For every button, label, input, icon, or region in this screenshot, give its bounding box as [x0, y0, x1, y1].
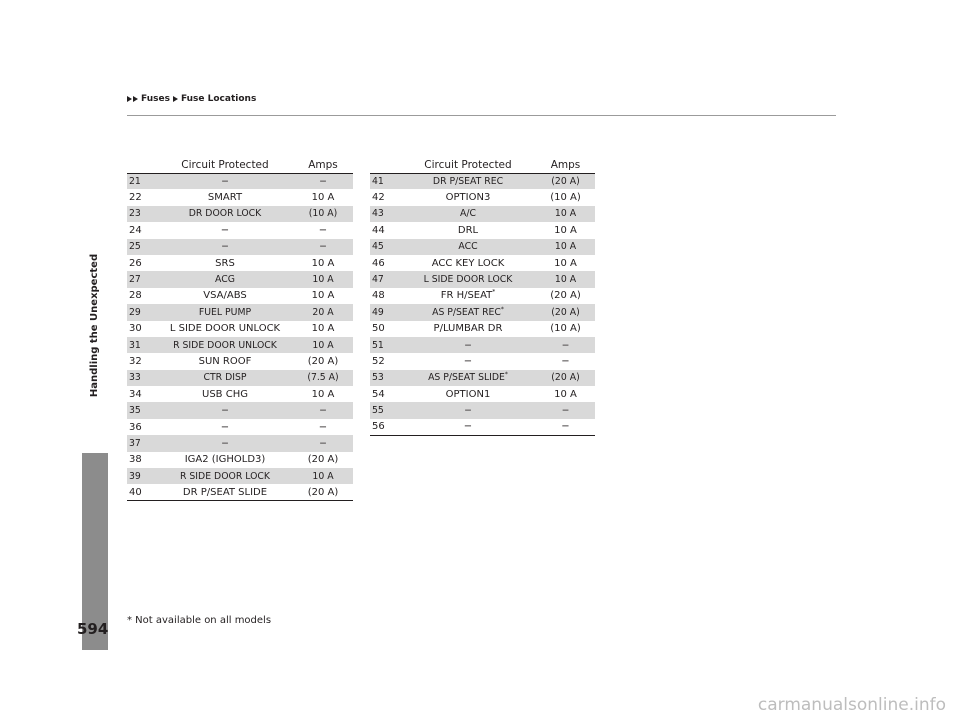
- num-header: [370, 157, 400, 173]
- circuit-cell: [157, 321, 293, 337]
- circuit-cell: [400, 189, 536, 205]
- circuit-cell: [157, 173, 293, 189]
- circuit-cell: [157, 222, 293, 238]
- circuit-name: OPTION1: [445, 388, 491, 400]
- amps-cell: (20 A): [550, 290, 581, 302]
- circuit-cell: [400, 222, 536, 238]
- fuse-number: 39: [127, 468, 157, 484]
- amps-cell: 10 A: [293, 337, 353, 353]
- table-row: [370, 271, 595, 287]
- footnote-mark: *: [500, 305, 504, 313]
- table-row: [127, 189, 353, 205]
- circuit-cell: [400, 402, 536, 418]
- fuse-number: 54: [372, 388, 385, 400]
- fuse-number: 34: [129, 388, 142, 400]
- breadcrumb-item-fuse-locations[interactable]: Fuse Locations: [180, 94, 257, 104]
- circuit-name: DR P/SEAT REC: [432, 175, 504, 187]
- amps-cell: −: [536, 419, 595, 435]
- circuit-cell: [157, 386, 293, 402]
- footnote-mark: *: [504, 371, 508, 379]
- table-row: [127, 484, 353, 500]
- circuit-name: DR P/SEAT SLIDE: [182, 486, 268, 498]
- breadcrumb-item-fuses[interactable]: Fuses: [141, 94, 170, 104]
- fuse-number: 45: [370, 239, 400, 255]
- circuit-cell: [157, 271, 293, 287]
- amps-cell: −: [318, 224, 328, 236]
- table-header-row: [370, 157, 595, 173]
- amps-header: Amps: [536, 157, 595, 173]
- fuse-number: 22: [129, 192, 142, 204]
- table-header-row: [127, 157, 353, 173]
- circuit-cell: [400, 255, 536, 271]
- circuit-name: −: [221, 241, 229, 253]
- table-row: [370, 386, 595, 402]
- table-row: [370, 173, 595, 189]
- fuse-number: 32: [129, 355, 142, 367]
- fuse-number: 24: [129, 224, 142, 236]
- circuit-name: CTR DISP: [203, 372, 247, 384]
- circuit-cell: [400, 271, 536, 287]
- table-row: [370, 255, 595, 271]
- amps-cell: (10 A): [550, 323, 581, 335]
- circuit-name: ACC: [458, 241, 478, 253]
- side-section-label: Handling the Unexpected: [89, 253, 101, 397]
- circuit-name: FUEL PUMP: [198, 306, 252, 318]
- fuse-number: 33: [127, 370, 157, 386]
- circuit-name: −: [463, 421, 473, 433]
- fuse-number: 50: [372, 323, 385, 335]
- amps-cell: 10 A: [554, 257, 577, 269]
- circuit-name: −: [220, 224, 230, 236]
- circuit-name: SMART: [207, 192, 243, 204]
- circuit-cell: [157, 452, 293, 468]
- table-row: [127, 321, 353, 337]
- table-row: [127, 255, 353, 271]
- fuse-number: 49: [370, 304, 400, 320]
- amps-cell: (10 A): [550, 192, 581, 204]
- fuse-number: 52: [372, 355, 385, 367]
- page-number: 594: [77, 620, 109, 638]
- circuit-cell: [400, 370, 536, 386]
- circuit-name: ACG: [215, 274, 235, 286]
- circuit-cell: [157, 353, 293, 369]
- fuse-number: 43: [370, 206, 400, 222]
- circuit-name: AS P/SEAT REC: [432, 306, 501, 318]
- circuit-name: −: [221, 437, 229, 449]
- amps-cell: 10 A: [311, 290, 335, 302]
- circuit-cell: [157, 370, 293, 386]
- table-row: [370, 288, 595, 304]
- amps-cell: (20 A): [536, 370, 595, 386]
- circuit-name: R SIDE DOOR LOCK: [179, 470, 270, 482]
- table-row: [127, 337, 353, 353]
- circuit-cell: [157, 468, 293, 484]
- circuit-cell: [400, 173, 536, 189]
- num-header: [127, 157, 157, 173]
- circuit-name: ACC KEY LOCK: [431, 257, 505, 269]
- footnote: * Not available on all models: [127, 615, 272, 626]
- amps-cell: −: [318, 421, 328, 433]
- table-row: [127, 206, 353, 222]
- amps-header: Amps: [293, 157, 353, 173]
- circuit-cell: [400, 386, 536, 402]
- table-row: [127, 353, 353, 369]
- amps-cell: 10 A: [311, 257, 335, 269]
- circuit-cell: [400, 321, 536, 337]
- footnote-mark: *: [492, 289, 496, 297]
- fuse-number: 47: [370, 271, 400, 287]
- amps-cell: −: [293, 402, 353, 418]
- table-row: [370, 370, 595, 386]
- double-arrow-icon: [127, 96, 139, 102]
- amps-cell: 10 A: [293, 468, 353, 484]
- amps-cell: −: [561, 355, 570, 367]
- amps-cell: −: [293, 239, 353, 255]
- circuit-cell: [157, 337, 293, 353]
- circuit-name: OPTION3: [445, 192, 491, 204]
- circuit-name: L SIDE DOOR LOCK: [423, 274, 513, 286]
- amps-cell: 10 A: [554, 224, 577, 236]
- fuse-number: 31: [127, 337, 157, 353]
- circuit-name: AS P/SEAT SLIDE: [428, 372, 505, 384]
- fuse-number: 27: [127, 271, 157, 287]
- table-row: [370, 353, 595, 369]
- amps-cell: 10 A: [311, 192, 335, 204]
- circuit-header: Circuit Protected: [157, 157, 293, 173]
- circuit-name: L SIDE DOOR UNLOCK: [169, 323, 281, 335]
- circuit-name: A/C: [460, 208, 476, 220]
- circuit-cell: [157, 484, 293, 500]
- circuit-name: −: [221, 175, 229, 187]
- circuit-name: −: [464, 405, 472, 417]
- table-row: [370, 304, 595, 320]
- fuse-number: 25: [127, 239, 157, 255]
- table-row: [127, 386, 353, 402]
- amps-cell: −: [293, 173, 353, 189]
- fuse-number: 56: [370, 419, 400, 435]
- fuse-number: 53: [370, 370, 400, 386]
- table-row: [127, 173, 353, 189]
- amps-cell: 10 A: [554, 388, 577, 400]
- circuit-name: −: [464, 339, 472, 351]
- table-row: [127, 370, 353, 386]
- circuit-name: −: [221, 405, 229, 417]
- amps-cell: (20 A): [293, 484, 353, 500]
- breadcrumb: [127, 94, 259, 104]
- amps-cell: (7.5 A): [293, 370, 353, 386]
- table-row: [127, 468, 353, 484]
- table-row: [370, 321, 595, 337]
- amps-cell: 10 A: [536, 239, 595, 255]
- circuit-name: FR H/SEAT: [440, 290, 493, 302]
- fuse-table-left-body: [127, 173, 353, 501]
- amps-cell: 10 A: [536, 271, 595, 287]
- circuit-cell: [400, 337, 536, 353]
- circuit-name: IGA2 (IGHOLD3): [184, 454, 266, 466]
- circuit-cell: [157, 288, 293, 304]
- amps-cell: −: [536, 402, 595, 418]
- table-row: [370, 222, 595, 238]
- fuse-number: 29: [127, 304, 157, 320]
- watermark: carmanualsonline.info: [757, 695, 946, 715]
- circuit-name: P/LUMBAR DR: [433, 323, 503, 335]
- fuse-number: 40: [127, 484, 157, 500]
- circuit-cell: [400, 288, 536, 304]
- amps-cell: 10 A: [293, 271, 353, 287]
- amps-cell: (10 A): [293, 206, 353, 222]
- amps-cell: (20 A): [536, 173, 595, 189]
- fuse-table-right: [370, 157, 595, 436]
- table-row: [127, 435, 353, 451]
- circuit-name: SRS: [215, 257, 235, 269]
- circuit-name: R SIDE DOOR UNLOCK: [173, 339, 277, 351]
- table-row: [370, 419, 595, 435]
- circuit-cell: [157, 304, 293, 320]
- circuit-name: DRL: [457, 224, 479, 236]
- circuit-cell: [400, 304, 536, 320]
- fuse-number: 21: [127, 173, 157, 189]
- fuse-number: 42: [372, 192, 385, 204]
- header-divider: [127, 115, 836, 116]
- circuit-header: Circuit Protected: [400, 157, 536, 173]
- table-row: [370, 189, 595, 205]
- table-row: [370, 239, 595, 255]
- amps-cell: −: [293, 435, 353, 451]
- amps-cell: 10 A: [311, 323, 335, 335]
- fuse-number: 48: [372, 290, 385, 302]
- fuse-number: 55: [370, 402, 400, 418]
- fuse-number: 51: [370, 337, 400, 353]
- circuit-cell: [157, 402, 293, 418]
- fuse-number: 46: [372, 257, 385, 269]
- fuse-number: 44: [372, 224, 385, 236]
- fuse-number: 28: [129, 290, 142, 302]
- circuit-cell: [157, 239, 293, 255]
- circuit-cell: [400, 206, 536, 222]
- circuit-name: −: [220, 421, 230, 433]
- circuit-name: DR DOOR LOCK: [188, 208, 262, 220]
- circuit-cell: [157, 419, 293, 435]
- fuse-number: 36: [129, 421, 142, 433]
- arrow-icon: [173, 96, 179, 102]
- fuse-number: 41: [370, 173, 400, 189]
- fuse-table-left: [127, 157, 353, 501]
- table-row: [127, 419, 353, 435]
- table-row: [370, 206, 595, 222]
- table-row: [127, 402, 353, 418]
- circuit-cell: [400, 419, 536, 435]
- table-row: [127, 271, 353, 287]
- fuse-number: 35: [127, 402, 157, 418]
- circuit-name: SUN ROOF: [198, 355, 252, 367]
- table-row: [127, 452, 353, 468]
- table-row: [127, 222, 353, 238]
- table-row: [370, 402, 595, 418]
- fuse-number: 38: [129, 454, 142, 466]
- table-row: [127, 239, 353, 255]
- amps-cell: (20 A): [307, 355, 339, 367]
- circuit-cell: [157, 206, 293, 222]
- circuit-cell: [157, 435, 293, 451]
- amps-cell: 10 A: [311, 388, 335, 400]
- fuse-number: 23: [127, 206, 157, 222]
- amps-cell: −: [536, 337, 595, 353]
- amps-cell: (20 A): [307, 454, 339, 466]
- amps-cell: 10 A: [536, 206, 595, 222]
- fuse-number: 37: [127, 435, 157, 451]
- circuit-cell: [157, 255, 293, 271]
- circuit-cell: [400, 353, 536, 369]
- amps-cell: 20 A: [293, 304, 353, 320]
- circuit-name: USB CHG: [202, 388, 248, 400]
- circuit-name: −: [463, 355, 473, 367]
- table-row: [127, 304, 353, 320]
- fuse-table-right-body: [370, 173, 595, 435]
- fuse-number: 26: [129, 257, 142, 269]
- table-row: [127, 288, 353, 304]
- amps-cell: (20 A): [536, 304, 595, 320]
- table-row: [370, 337, 595, 353]
- circuit-name: VSA/ABS: [203, 290, 247, 302]
- fuse-number: 30: [129, 323, 142, 335]
- circuit-cell: [157, 189, 293, 205]
- circuit-cell: [400, 239, 536, 255]
